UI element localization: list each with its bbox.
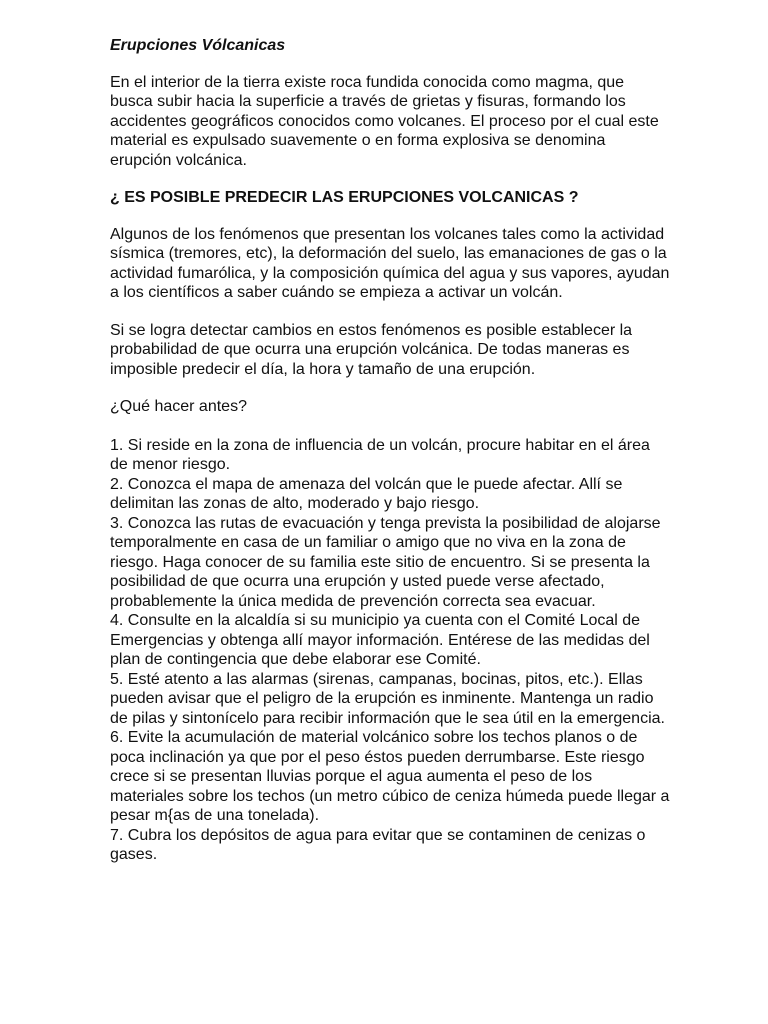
precaution-item: 7. Cubra los depósitos de agua para evitar que se contaminen de cenizas o gases. [110,826,646,863]
prediction-paragraph: Si se logra detectar cambios en estos fenómenos es posible establecer la probabilidad de que ocurra una erupción volcánica. De todas maneras es imposible predecir el día, la hora y tamaño de una erupción. [110,321,633,378]
precaution-list [110,436,670,865]
document-title: Erupciones Vólcanicas [110,37,286,54]
volcano-phenomena-paragraph: Algunos de los fenómenos que presentan los volcanes tales como la actividad sísmica (tremores, etc), la deformación del suelo, las emanaciones de gas o la actividad fumarólica, y la composición química del agua y sus vapores, ayudan a los científicos a saber cuándo se empieza a activar un volcán. [110,225,670,301]
precaution-item: 2. Conozca el mapa de amenaza del volcán que le puede afectar. Allí se delimitan las zonas de alto, moderado y bajo riesgo. [110,475,623,512]
precaution-item: 5. Esté atento a las alarmas (sirenas, campanas, bocinas, pitos, etc.). Ellas pueden avisar que el peligro de la erupción es inminente. Mantenga un radio de pilas y sintonícelo para recibir información que le sea útil en la emergencia. [110,670,665,727]
before-heading: ¿Qué hacer antes? [110,398,247,415]
precaution-item: 6. Evite la acumulación de material volcánico sobre los techos planos o de poca inclinación ya que por el peso éstos pueden derrumbarse. Este riesgo crece si se presentan lluvias porque el agua aumenta el peso de los materiales sobre los techos (un metro cúbico de ceniza húmeda puede llegar a pesar m{as de una tonelada). [110,729,670,824]
question-heading: ¿ ES POSIBLE PREDECIR LAS ERUPCIONES VOLCANICAS ? [110,189,579,206]
precaution-item: 1. Si reside en la zona de influencia de un volcán, procure habitar en el área de menor riesgo. [110,436,650,473]
precaution-item: 4. Consulte en la alcaldía si su municipio ya cuenta con el Comité Local de Emergencias y obtenga allí mayor información. Entérese de las medidas del plan de contingencia que debe elaborar ese Comité. [110,612,650,668]
precaution-item: 3. Conozca las rutas de evacuación y tenga prevista la posibilidad de alojarse temporalmente en casa de un familiar o amigo que no viva en la zona de riesgo. Haga conocer de su familia este sitio de encuentro. Si se presenta la posibilidad de que ocurra una erupción y usted puede verse afectado, probablemente la única medida de prevención correcta sea evacuar. [110,514,661,610]
document-page [110,36,670,865]
intro-paragraph: En el interior de la tierra existe roca fundida conocida como magma, que busca subir hacia la superficie a través de grietas y fisuras, formando los accidentes geográficos conocidos como volcanes. El proceso por el cual este material es expulsado suavemente o en forma explosiva se denomina erupción volcánica. [110,73,659,169]
